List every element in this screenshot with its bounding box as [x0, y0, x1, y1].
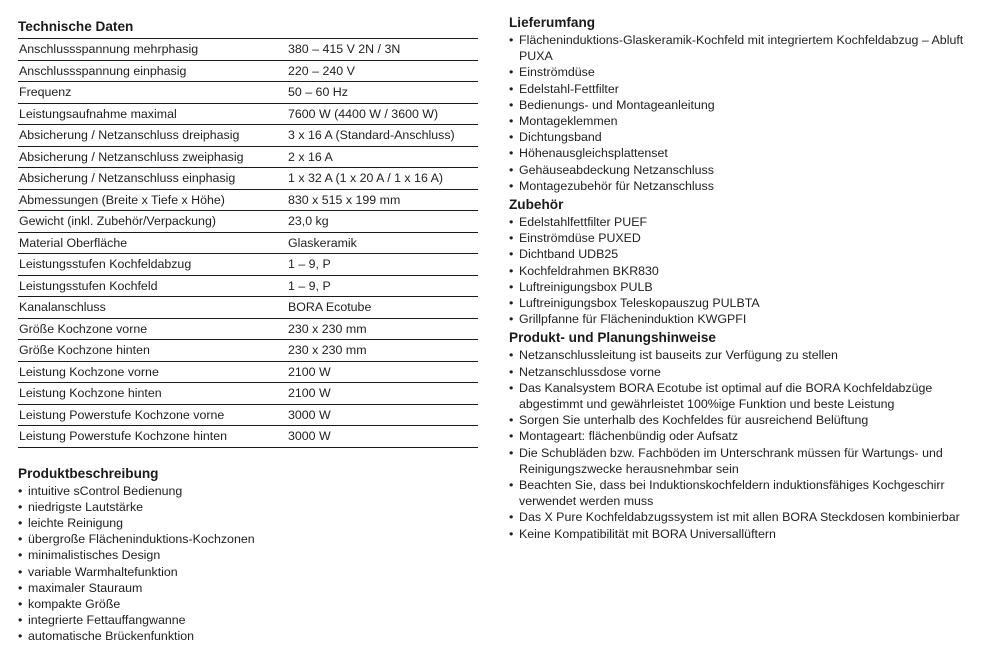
- spec-value: 1 x 32 A (1 x 20 A / 1 x 16 A): [288, 168, 478, 190]
- list-item: • maximaler Stauraum: [18, 580, 478, 596]
- spec-label: Leistungsstufen Kochfeld: [18, 275, 288, 297]
- spec-row: [18, 125, 478, 147]
- spec-row: [18, 189, 478, 211]
- list-item: • Montageklemmen: [509, 113, 979, 129]
- list-item: • Netzanschlussleitung ist bauseits zur Verfügung zu stellen: [509, 347, 979, 363]
- spec-row: [18, 168, 478, 190]
- spec-value: 220 – 240 V: [288, 60, 478, 82]
- spec-row: [18, 404, 478, 426]
- list-item: • kompakte Größe: [18, 596, 478, 612]
- list-item: • Gehäuseabdeckung Netzanschluss: [509, 162, 979, 178]
- spec-label: Leistungsaufnahme maximal: [18, 103, 288, 125]
- spec-value: 3000 W: [288, 426, 478, 448]
- zubehoer-heading: Zubehör: [509, 197, 564, 213]
- list-item: • Die Schubläden bzw. Fachböden im Unterschrank müssen für Wartungs- und Reinigungszwecke herausnehmbar sein: [509, 445, 979, 477]
- list-item: • Das Kanalsystem BORA Ecotube ist optimal auf die BORA Kochfeldabzüge abgestimmt und gewährleistet 100%ige Funktion und beste Leistung: [509, 380, 979, 412]
- spec-label: Kanalanschluss: [18, 297, 288, 319]
- list-item: • Keine Kompatibilität mit BORA Universallüftern: [509, 526, 979, 542]
- list-item: • Einströmdüse: [509, 64, 979, 80]
- spec-row: [18, 232, 478, 254]
- spec-row: [18, 426, 478, 448]
- list-item: • Flächeninduktions-Glaskeramik-Kochfeld mit integriertem Kochfeldabzug – Abluft PUXA: [509, 32, 979, 64]
- spec-row: [18, 211, 478, 233]
- spec-label: Leistung Powerstufe Kochzone vorne: [18, 404, 288, 426]
- list-item: • Montageart: flächenbündig oder Aufsatz: [509, 428, 979, 444]
- list-item: • automatische Brückenfunktion: [18, 628, 478, 644]
- spec-row: [18, 39, 478, 61]
- spec-label: Leistung Kochzone vorne: [18, 361, 288, 383]
- spec-row: [18, 254, 478, 276]
- produktbeschreibung-heading: Produktbeschreibung: [18, 465, 159, 481]
- spec-value: 23,0 kg: [288, 211, 478, 233]
- list-item: • Luftreinigungsbox Teleskopauszug PULBTA: [509, 295, 979, 311]
- spec-value: 1 – 9, P: [288, 275, 478, 297]
- list-item: • Netzanschlussdose vorne: [509, 364, 979, 380]
- spec-row: [18, 103, 478, 125]
- list-item: • Höhenausgleichsplattenset: [509, 145, 979, 161]
- list-item: • Edelstahl-Fettfilter: [509, 81, 979, 97]
- spec-label: Anschlussspannung einphasig: [18, 60, 288, 82]
- technische-daten-heading: Technische Daten: [18, 19, 134, 34]
- list-item: • Einströmdüse PUXED: [509, 230, 979, 246]
- spec-value: 3 x 16 A (Standard-Anschluss): [288, 125, 478, 147]
- list-item: • Bedienungs- und Montageanleitung: [509, 97, 979, 113]
- list-item: • Montagezubehör für Netzanschluss: [509, 178, 979, 194]
- spec-value: 7600 W (4400 W / 3600 W): [288, 103, 478, 125]
- planungshinweise-list: [509, 347, 979, 541]
- list-item: • intuitive sControl Bedienung: [18, 483, 478, 499]
- spec-row: [18, 146, 478, 168]
- list-item: • Edelstahlfettfilter PUEF: [509, 214, 979, 230]
- list-item: • niedrigste Lautstärke: [18, 499, 478, 515]
- spec-value: 230 x 230 mm: [288, 318, 478, 340]
- list-item: • Sorgen Sie unterhalb des Kochfeldes für ausreichend Belüftung: [509, 412, 979, 428]
- list-item: • Dichtband UDB25: [509, 246, 979, 262]
- spec-row: [18, 82, 478, 104]
- spec-value: Glaskeramik: [288, 232, 478, 254]
- spec-value: 830 x 515 x 199 mm: [288, 189, 478, 211]
- list-item: • leichte Reinigung: [18, 515, 478, 531]
- spec-value: 3000 W: [288, 404, 478, 426]
- spec-row: [18, 318, 478, 340]
- spec-label: Leistung Kochzone hinten: [18, 383, 288, 405]
- spec-value: 2 x 16 A: [288, 146, 478, 168]
- spec-value: 2100 W: [288, 383, 478, 405]
- spec-label: Leistung Powerstufe Kochzone hinten: [18, 426, 288, 448]
- list-item: • Kochfeldrahmen BKR830: [509, 263, 979, 279]
- spec-value: 2100 W: [288, 361, 478, 383]
- spec-label: Absicherung / Netzanschluss zweiphasig: [18, 146, 288, 168]
- spec-label: Größe Kochzone hinten: [18, 340, 288, 362]
- produktbeschreibung-list: [18, 483, 478, 645]
- spec-label: Größe Kochzone vorne: [18, 318, 288, 340]
- zubehoer-list: [509, 214, 979, 327]
- lieferumfang-heading: Lieferumfang: [509, 15, 596, 30]
- spec-row: [18, 340, 478, 362]
- list-item: • Grillpfanne für Flächeninduktion KWGPFI: [509, 311, 979, 327]
- spec-label: Gewicht (inkl. Zubehör/Verpackung): [18, 211, 288, 233]
- right-column: [509, 14, 979, 542]
- list-item: • minimalistisches Design: [18, 547, 478, 563]
- list-item: • Luftreinigungsbox PULB: [509, 279, 979, 295]
- list-item: • Das X Pure Kochfeldabzugssystem ist mit allen BORA Steckdosen kombinierbar: [509, 509, 979, 525]
- spec-value: 230 x 230 mm: [288, 340, 478, 362]
- spec-label: Anschlussspannung mehrphasig: [18, 39, 288, 61]
- spec-value: 380 – 415 V 2N / 3N: [288, 39, 478, 61]
- spec-row: [18, 275, 478, 297]
- spec-label: Leistungsstufen Kochfeldabzug: [18, 254, 288, 276]
- spec-table-body: [18, 39, 478, 448]
- spec-row: [18, 297, 478, 319]
- spec-row: [18, 383, 478, 405]
- list-item: • Beachten Sie, dass bei Induktionskochfeldern induktionsfähiges Kochgeschirr verwendet werden muss: [509, 477, 979, 509]
- spec-label: Abmessungen (Breite x Tiefe x Höhe): [18, 189, 288, 211]
- list-item: • übergroße Flächeninduktions-Kochzonen: [18, 531, 478, 547]
- spec-row: [18, 361, 478, 383]
- spec-label: Absicherung / Netzanschluss dreiphasig: [18, 125, 288, 147]
- spec-label: Absicherung / Netzanschluss einphasig: [18, 168, 288, 190]
- list-item: • variable Warmhaltefunktion: [18, 564, 478, 580]
- spec-label: Frequenz: [18, 82, 288, 104]
- spec-table: [18, 38, 478, 448]
- spec-label: Material Oberfläche: [18, 232, 288, 254]
- list-item: • Dichtungsband: [509, 129, 979, 145]
- lieferumfang-list: [509, 32, 979, 194]
- spec-value: 50 – 60 Hz: [288, 82, 478, 104]
- spec-row: [18, 60, 478, 82]
- spec-value: BORA Ecotube: [288, 297, 478, 319]
- left-column: [18, 18, 478, 645]
- spec-value: 1 – 9, P: [288, 254, 478, 276]
- planungshinweise-heading: Produkt- und Planungshinweise: [509, 330, 716, 346]
- list-item: • integrierte Fettauffangwanne: [18, 612, 478, 628]
